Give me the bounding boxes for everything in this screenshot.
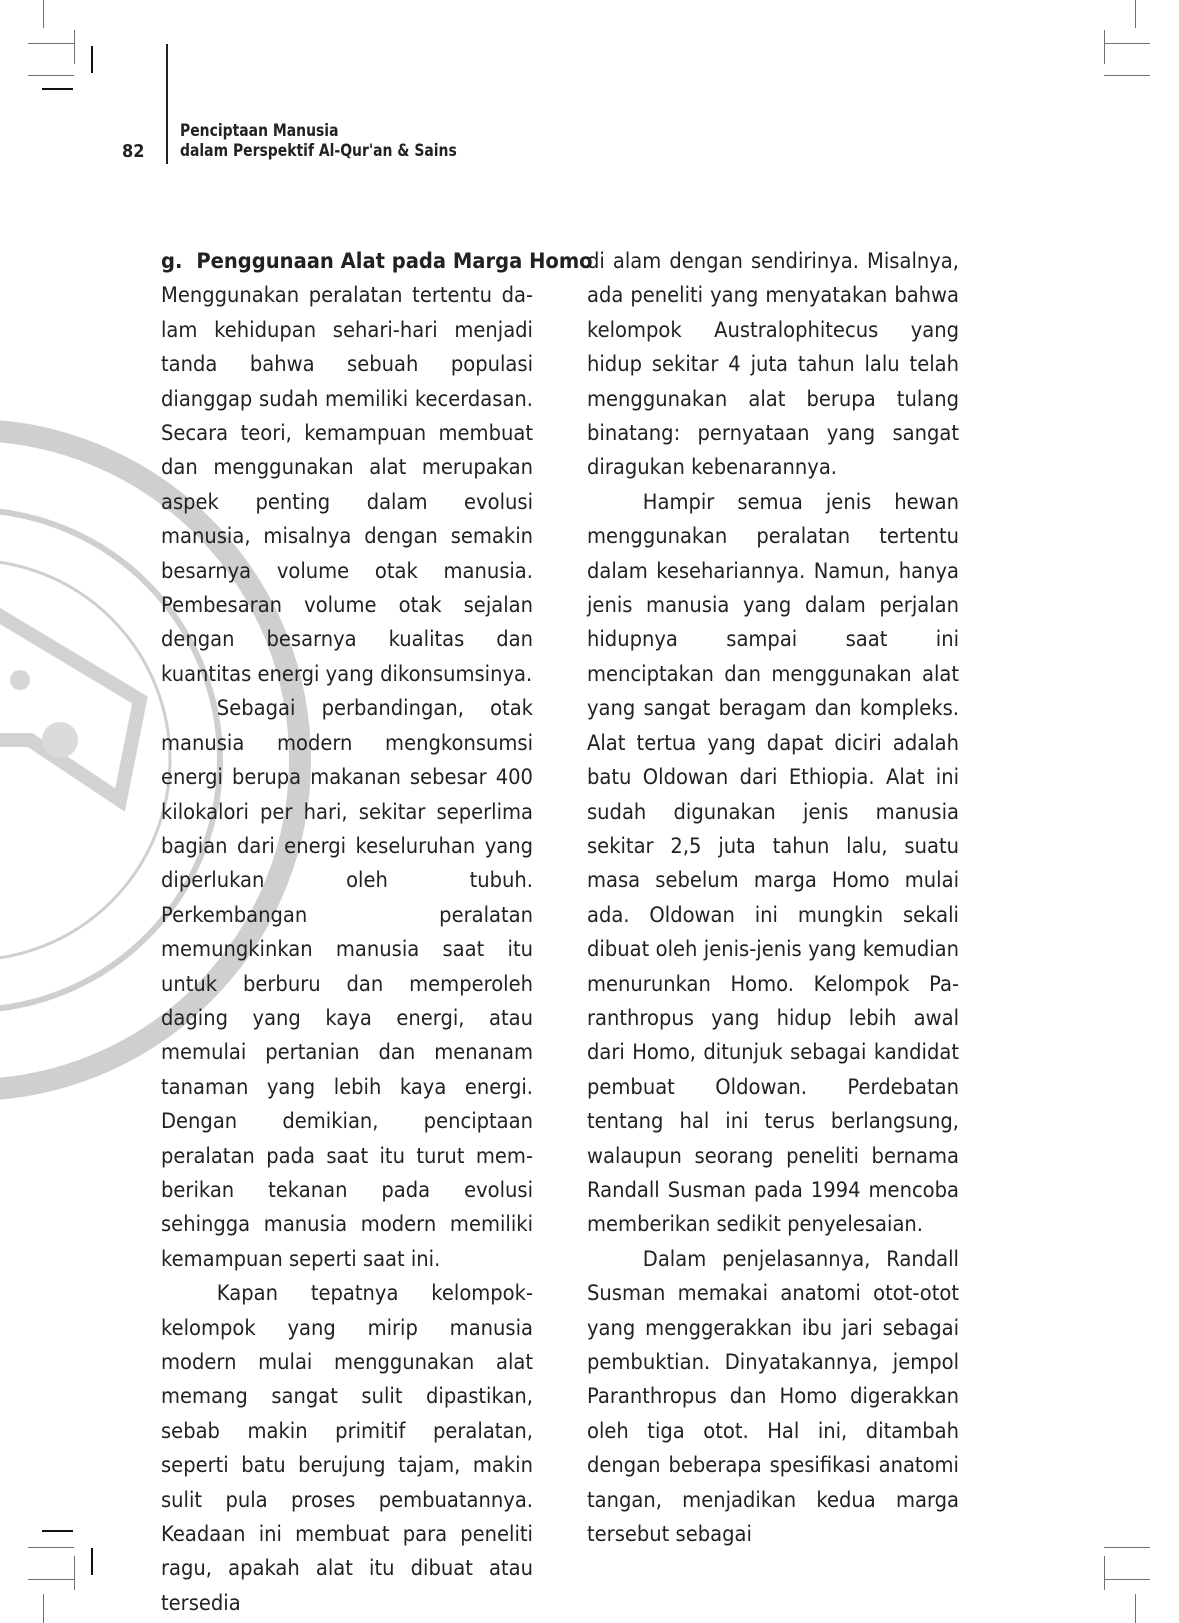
paragraph: di alam dengan sendirinya. Misalnya, ada peneliti yang menyatakan bahwa kelompok Australophitecus yang hidup sekitar 4 juta tahun lalu telah menggunakan alat berupa tulang binatang: pernyataan yang sangat diragukan kebenarannya. (587, 249, 959, 480)
paragraph: Dalam penjelasannya, Randall Susman memakai anatomi otot-otot yang menggerakkan ibu jari sebagai pembuktian. Dinyatakannya, jempol Paranthropus dan Homo digerakkan oleh tiga otot. Hal ini, ditambah dengan beberapa spesifikasi anatomi tangan, menjadikan kedua marga tersebut sebagai (587, 1246, 959, 1547)
page-number: 82 (122, 141, 145, 162)
section-heading (161, 244, 593, 278)
paragraph: Hampir semua jenis hewan menggunakan peralatan tertentu dalam kesehariannya. Namun, hanya jenis manusia yang dalam perjalan hidupnya sampai saat ini menciptakan dan menggunakan alat yang sangat beragam dan kompleks. Alat tertua yang dapat diciri adalah batu Oldowan dari Ethiopia. Alat ini sudah digunakan jenis manusia sekitar 2,5 juta tahun lalu, suatu masa sebelum marga Homo mulai ada. Oldowan ini mungkin sekali dibuat oleh jenis-jenis yang kemudian menurunkan Homo. Kelompok Paranthropus yang hidup lebih awal dari Homo, ditunjuk sebagai kandidat pembuat Oldowan. Perdebatan tentang hal ini terus berlangsung, walaupun seorang peneliti bernama Randall Susman pada 1994 mencoba memberikan sedikit penyelesaian. (587, 489, 959, 1237)
right-column (587, 244, 959, 1551)
running-title (180, 121, 457, 161)
running-title-line-1: Penciptaan Manusia (180, 121, 339, 141)
left-column (161, 244, 593, 1620)
paragraph: Sebagai perbandingan, otak manusia modern mengkonsumsi energi berupa makanan sebesar 400 kilokalori per hari, sekitar seperlima bagian dari energi keseluruhan yang diperlukan oleh tubuh. Perkembangan peralatan memungkinkan manusia saat itu untuk berburu dan memperoleh daging yang kaya energi, atau memulai pertanian dan menanam tanaman yang lebih kaya energi. Dengan demikian, penciptaan peralatan pada saat itu turut memberikan tekanan pada evolusi sehingga manusia modern memiliki kemampuan seperti saat ini. (161, 696, 534, 1271)
paragraph: Kapan tepatnya kelompok-kelompok yang mirip manusia modern mulai menggunakan alat memang sangat sulit dipastikan, sebab makin primitif peralatan, seperti batu berujung tajam, makin sulit pula proses pembuatannya. Keadaan ini membuat para peneliti ragu, apakah alat itu dibuat atau tersedia (161, 1281, 534, 1615)
section-label: g. (161, 249, 183, 273)
running-title-line-2: dalam Perspektif Al-Qur'an & Sains (180, 141, 457, 161)
paragraph: Menggunakan peralatan tertentu dalam kehidupan sehari-hari menjadi tanda bahwa sebuah populasi dianggap sudah memiliki kecerdasan. Secara teori, kemampuan membuat dan menggunakan alat merupakan aspek penting dalam evolusi manusia, misalnya dengan semakin besarnya volume otak manusia. Pembesaran volume otak sejalan dengan besarnya kualitas dan kuantitas energi yang dikonsumsinya. (161, 283, 533, 686)
header-divider (166, 44, 168, 164)
section-title: Penggunaan Alat pada Marga Homo (196, 249, 593, 273)
